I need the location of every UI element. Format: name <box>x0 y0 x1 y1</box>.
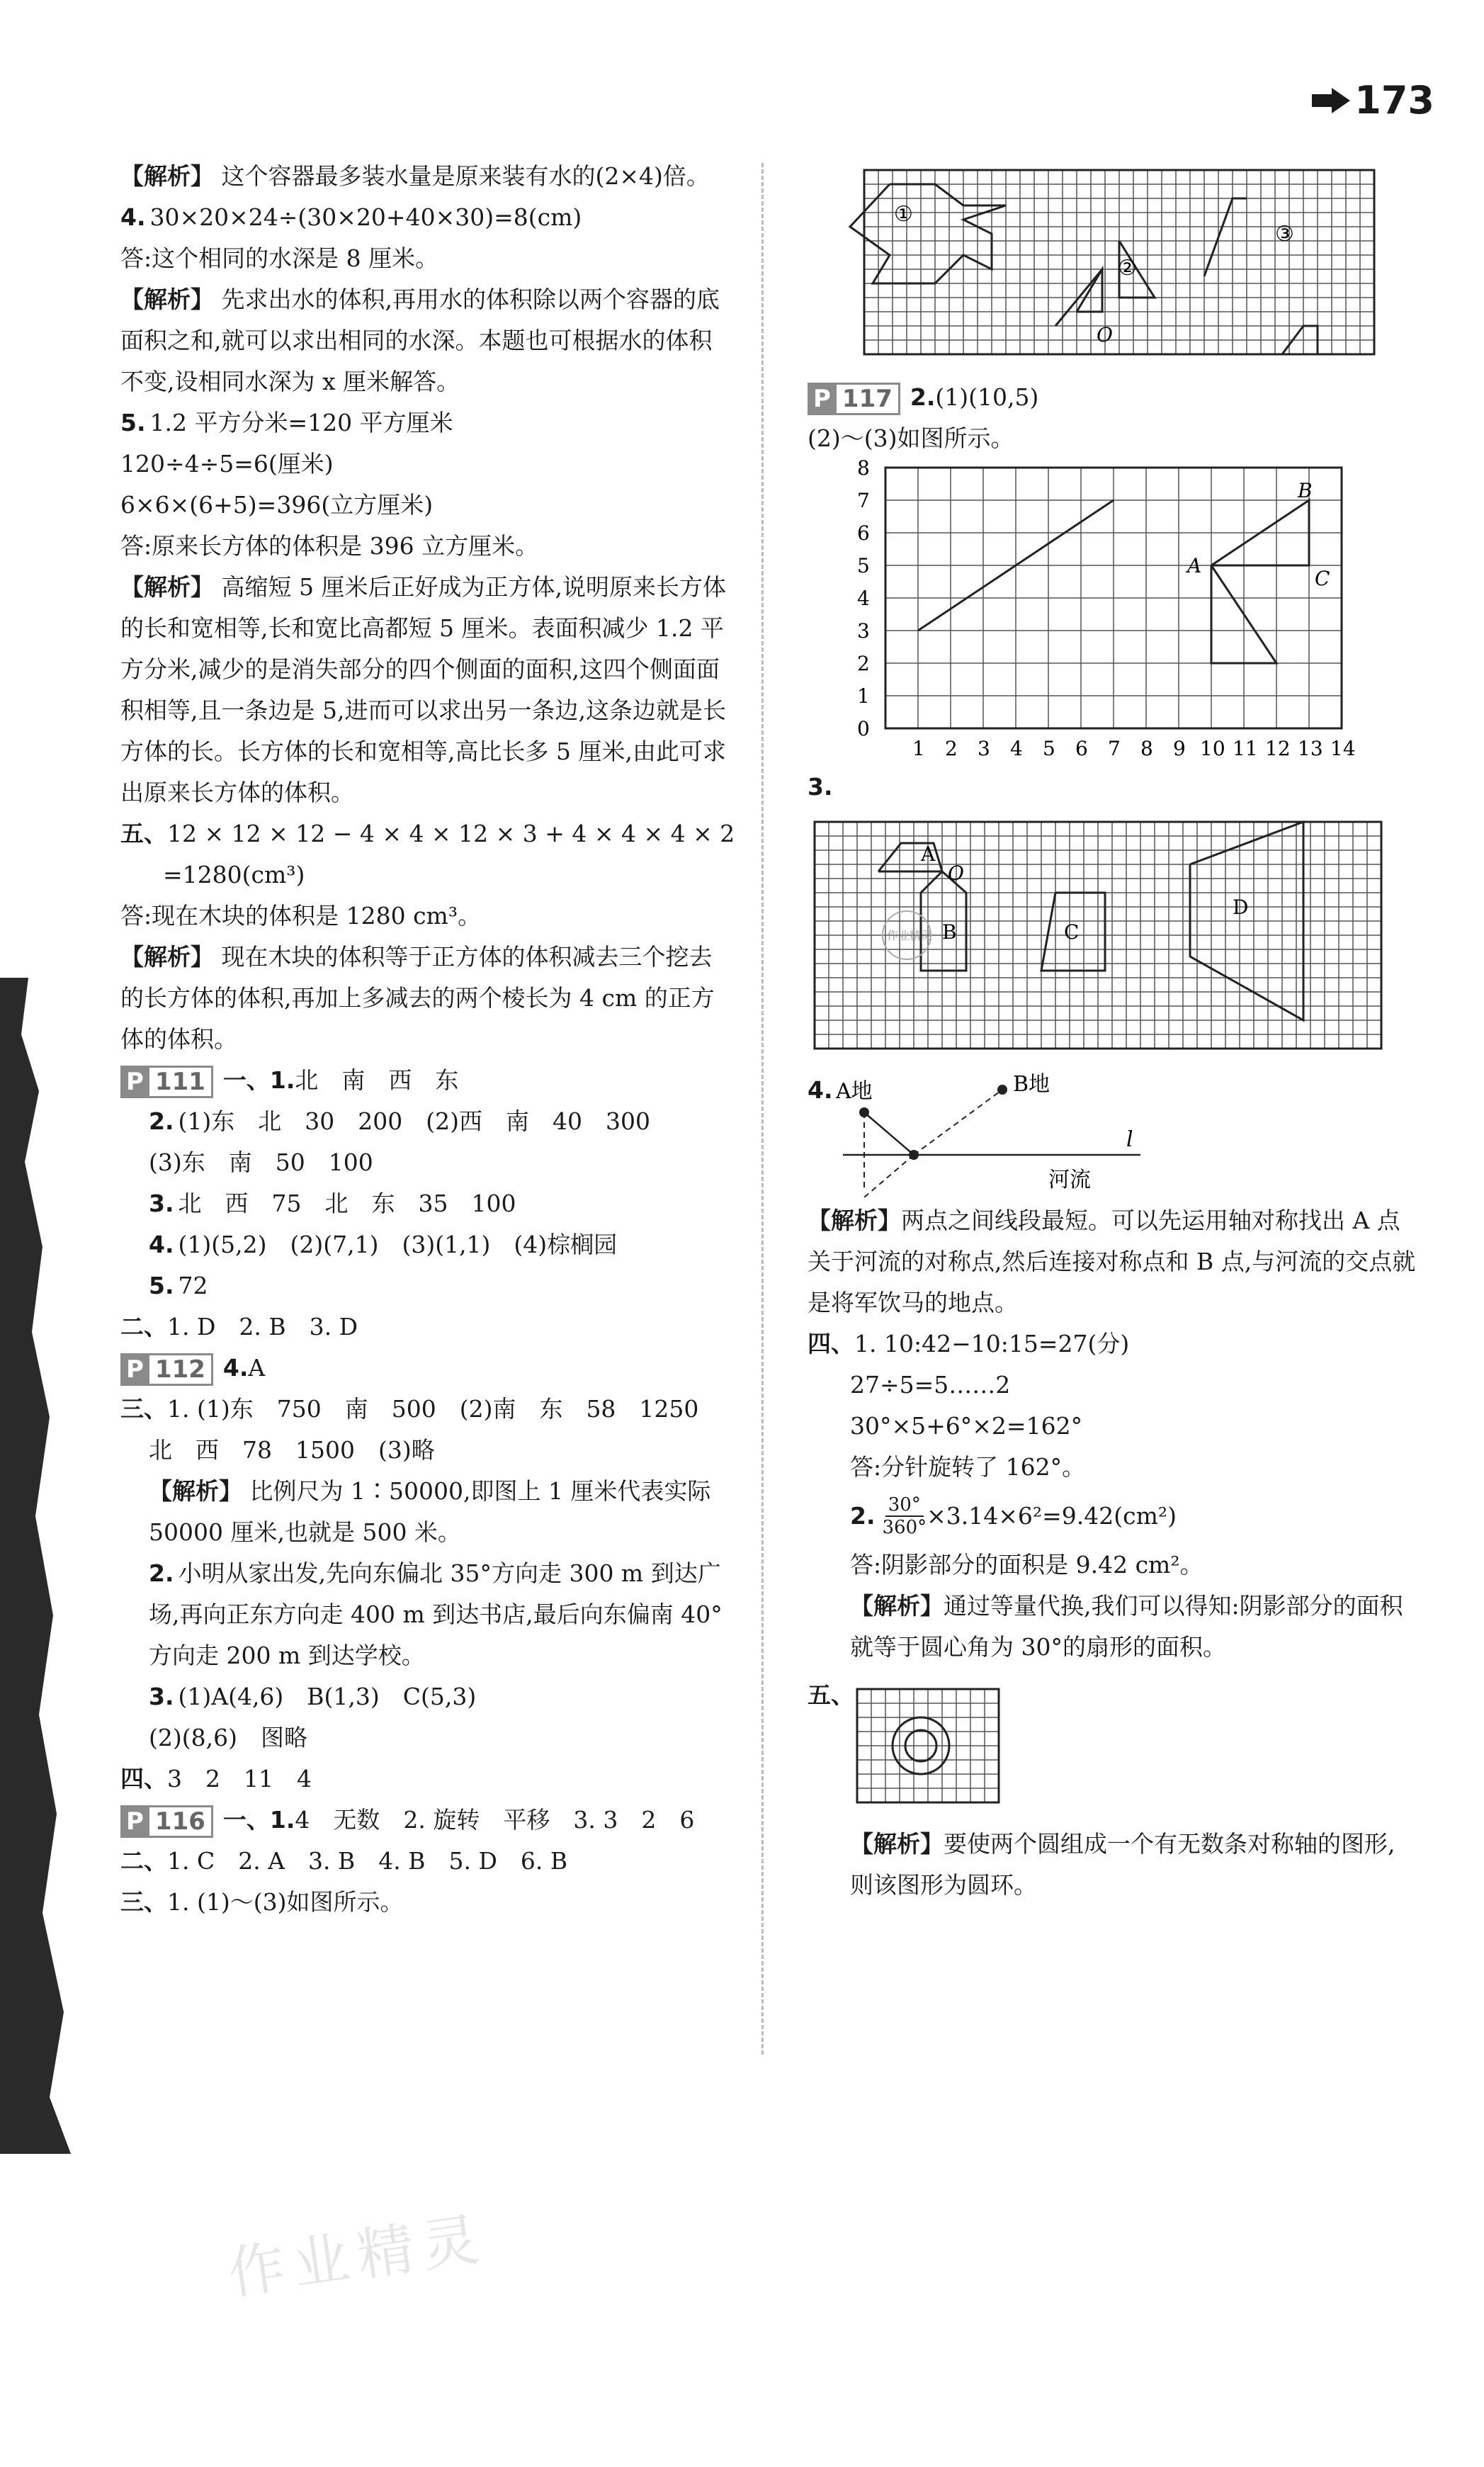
s4-line-1: 四、1. 10:42−10:15=27(分) <box>808 1330 1130 1357</box>
s5-figure: 五、 <box>808 1675 1417 1824</box>
page-tag-117: P 117 <box>808 383 900 415</box>
section-line-21: 三、1. (1)东 750 南 500 (2)南 东 58 1250 <box>120 1395 699 1423</box>
text-line-16: 3. 北 西 75 北 东 35 100 <box>149 1190 516 1217</box>
y-tick-4: 4 <box>857 587 870 610</box>
q3-num: 3. <box>808 773 833 801</box>
x-tick-2: 2 <box>945 737 958 760</box>
text-line-24: 2. 小明从家出发,先向东偏北 35°方向走 300 m 到达广场,再向正东方向走 400 m 到达书店,最后向东偏南 40°方向走 200 m 到达学校。 <box>149 1559 723 1669</box>
p117-sub: (2)～(3)如图所示。 <box>808 424 1014 452</box>
page-tag: P 111 <box>120 1066 213 1098</box>
x-tick-5: 5 <box>1043 737 1055 760</box>
coordinate-grid-2-svg <box>808 459 1417 764</box>
analysis-23: 【解析】 比例尺为 1∶50000,即图上 1 厘米代表实际 50000 厘米,也就是 500 米。 <box>149 1477 711 1546</box>
grid-figure-1 <box>808 156 1417 368</box>
section-line-30: 三、1. (1)～(3)如图所示。 <box>120 1888 404 1916</box>
y-tick-7: 7 <box>857 489 870 512</box>
page-tag: P 112 <box>120 1353 213 1386</box>
text-line-10: =1280(cm³) <box>163 861 305 888</box>
right-column <box>808 156 1417 1906</box>
grid3-label-c: C <box>1064 920 1080 944</box>
y-tick-0: 0 <box>857 717 870 740</box>
y-tick-6: 6 <box>857 521 870 545</box>
y-tick-3: 3 <box>857 619 870 643</box>
watermark: 作业精灵 <box>224 2205 492 2308</box>
grid3-label-a: A <box>921 842 936 866</box>
point-b: B <box>1298 479 1313 502</box>
grid1-label-o: O <box>1097 323 1113 346</box>
y-tick-8: 8 <box>857 459 870 480</box>
s4-line-3: 30°×5+6°×2=162° <box>850 1412 1083 1440</box>
text-line-4: 5. 1.2 平方分米=120 平方厘米 <box>120 409 453 436</box>
text-line-1: 4. 30×20×24÷(30×20+40×30)=8(cm) <box>120 203 582 231</box>
point-c: C <box>1315 567 1330 590</box>
column-divider <box>761 163 764 2055</box>
q4-label-river: 河流 <box>1048 1168 1091 1192</box>
page-ref-line-20: P 112 4.A <box>120 1348 730 1389</box>
page-ref-line-13: P 111 一、1.北 南 西 东 <box>120 1060 730 1101</box>
x-tick-7: 7 <box>1108 737 1121 760</box>
analysis-8: 【解析】 高缩短 5 厘米后正好成为正方体,说明原来长方体的长和宽相等,长和宽比高都短 5 厘米。表面积减少 1.2 平方分米,减少的是消失部分的四个侧面的面积,这四个侧面面积相等,且一条边是 5,进而可以求出另一条边,这条边就是长方体的长。长方体的长和宽相等,高比长多 5 厘米,由此可求出原来长方体的体积。 <box>120 573 726 806</box>
s4-q2: 2. $\frac{30^\circ}{360^\circ}$ ×3.14×6²=9.42(cm²) <box>850 1494 1177 1538</box>
x-tick-11: 11 <box>1233 737 1258 760</box>
q4-analysis: 【解析】两点之间线段最短。可以先运用轴对称找出 A 点关于河流的对称点,然后连接对称点和 B 点,与河流的交点就是将军饮马的地点。 <box>808 1207 1416 1316</box>
section-line-29: 二、1. C 2. A 3. B 4. B 5. D 6. B <box>120 1847 568 1875</box>
text-line-26: (2)(8,6) 图略 <box>149 1724 307 1751</box>
section-line-9: 五、12 × 12 × 12 − 4 × 4 × 12 × 3 + 4 × 4 × 4 × 2 <box>120 820 735 847</box>
x-tick-14: 14 <box>1330 737 1356 760</box>
analysis-0: 【解析】 这个容器最多装水量是原来装有水的(2×4)倍。 <box>120 162 710 190</box>
text-line-22: 北 西 78 1500 (3)略 <box>149 1436 435 1464</box>
s5-analysis: 【解析】要使两个圆组成一个有无数条对称轴的图形,则该图形为圆环。 <box>850 1830 1395 1899</box>
analysis-12: 【解析】 现在木块的体积等于正方体的体积减去三个挖去的长方体的体积,再加上多减去的两个棱长为 4 cm 的正方体的体积。 <box>120 943 715 1053</box>
grid1-label-3: ③ <box>1275 222 1294 247</box>
p117-line: P 117 2.(1)(10,5) <box>808 377 1417 418</box>
text-line-25: 3. (1)A(4,6) B(1,3) C(5,3) <box>149 1683 477 1710</box>
text-line-7: 答:原来长方体的体积是 396 立方厘米。 <box>120 532 539 560</box>
q4-figure: 4. A地 B地 l 河流 <box>808 1070 1417 1197</box>
grid-figure-1-svg <box>808 156 1417 368</box>
grid1-label-1: ① <box>894 202 913 227</box>
q4-label-a: A地 <box>836 1079 873 1104</box>
y-tick-5: 5 <box>857 554 870 577</box>
text-line-11: 答:现在木块的体积是 1280 cm³。 <box>120 902 482 930</box>
grid3-label-b: B <box>942 920 957 944</box>
q4-label-l: l <box>1126 1127 1133 1152</box>
text-line-6: 6×6×(6+5)=396(立方厘米) <box>120 491 434 519</box>
x-tick-4: 4 <box>1010 737 1023 760</box>
y-tick-1: 1 <box>857 684 870 708</box>
x-tick-1: 1 <box>912 737 925 760</box>
river-diagram-svg <box>808 1070 1417 1197</box>
s4-analysis: 【解析】通过等量代换,我们可以得知:阴影部分的面积就等于圆心角为 30°的扇形的面积。 <box>850 1592 1403 1661</box>
grid3-label-o: O <box>948 862 964 885</box>
page-ref-line-28: P 116 一、1.4 无数 2. 旋转 平移 3. 3 2 6 <box>120 1800 730 1841</box>
q4-label-b: B地 <box>1013 1072 1050 1097</box>
page-number: 173 <box>1312 78 1434 123</box>
text-line-15: (3)东 南 50 100 <box>149 1148 373 1176</box>
ring-grid-svg <box>808 1675 1417 1824</box>
x-tick-3: 3 <box>978 737 990 760</box>
point-a: A <box>1187 554 1202 577</box>
stamp-text: 作业精灵 <box>887 929 933 942</box>
x-tick-9: 9 <box>1173 737 1186 760</box>
coordinate-grid-2 <box>808 459 1417 764</box>
fraction: $\frac{30^\circ}{360^\circ}$ <box>882 1494 927 1538</box>
scan-torn-edge <box>0 978 85 2154</box>
section-line-19: 二、1. D 2. B 3. D <box>120 1313 358 1340</box>
x-tick-10: 10 <box>1200 737 1225 760</box>
page-tag: P 116 <box>120 1805 213 1838</box>
s4-line-4: 答:分针旋转了 162°。 <box>850 1453 1086 1481</box>
grid-figure-3-svg <box>808 815 1417 1056</box>
text-line-18: 5. 72 <box>149 1272 208 1299</box>
text-line-2: 答:这个相同的水深是 8 厘米。 <box>120 244 439 272</box>
analysis-3: 【解析】 先求出水的体积,再用水的体积除以两个容器的底面积之和,就可以求出相同的水深。本题也可根据水的体积不变,设相同水深为 x 厘米解答。 <box>120 286 720 395</box>
x-tick-6: 6 <box>1075 737 1088 760</box>
grid3-label-d: D <box>1233 896 1249 919</box>
text-line-17: 4. (1)(5,2) (2)(7,1) (3)(1,1) (4)棕榈园 <box>149 1231 618 1258</box>
s4-line-2: 27÷5=5……2 <box>850 1371 1011 1399</box>
y-tick-2: 2 <box>857 652 870 675</box>
text-line-14: 2. (1)东 北 30 200 (2)西 南 40 300 <box>149 1107 650 1135</box>
x-tick-12: 12 <box>1265 737 1291 760</box>
grid-figure-3 <box>808 815 1417 1056</box>
grid1-label-2: ② <box>1118 256 1137 281</box>
section-line-27: 四、3 2 11 4 <box>120 1765 312 1793</box>
x-tick-13: 13 <box>1298 737 1323 760</box>
x-tick-8: 8 <box>1140 737 1153 760</box>
s4-answer: 答:阴影部分的面积是 9.42 cm²。 <box>850 1551 1203 1579</box>
text-line-5: 120÷4÷5=6(厘米) <box>120 450 334 478</box>
left-column <box>120 156 735 1923</box>
